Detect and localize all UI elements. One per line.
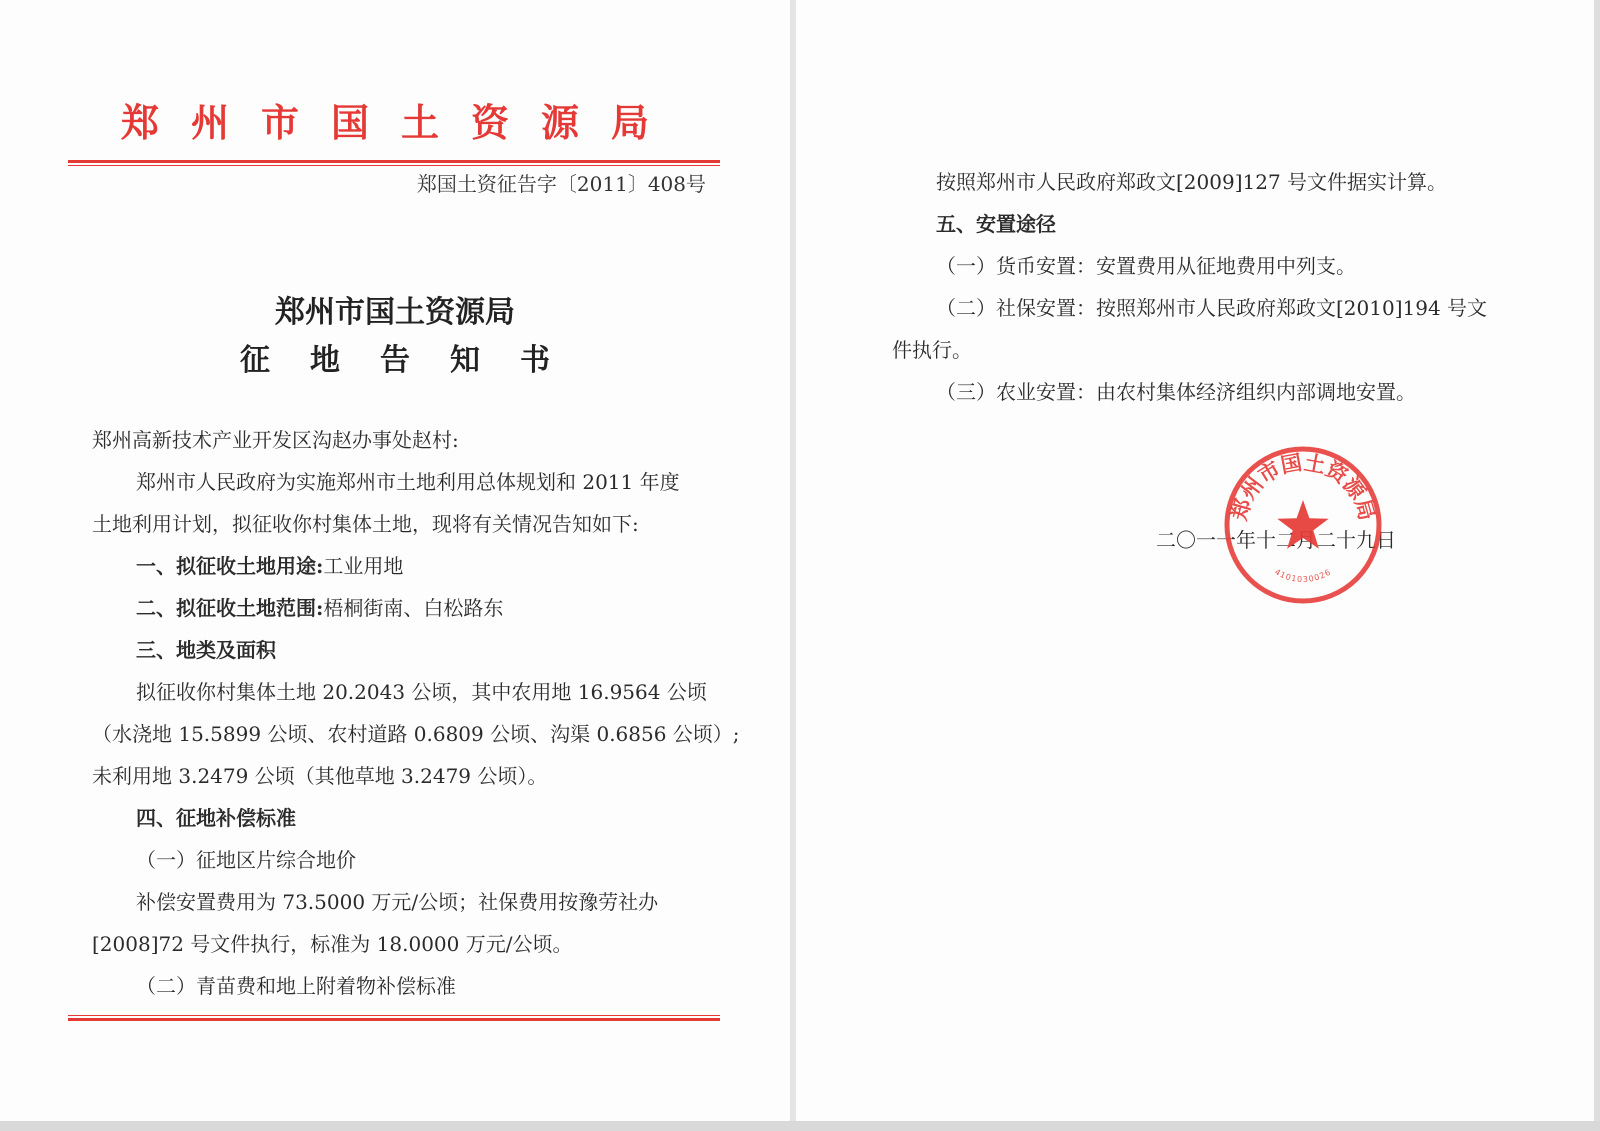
red-rule-top-1	[68, 160, 720, 163]
red-rule-bottom-1	[68, 1015, 720, 1016]
comp-line1: 补偿安置费用为 73.5000 万元/公顷；社保费用按豫劳社办	[136, 890, 659, 914]
seal-text: 郑州市国土资源局	[1226, 449, 1380, 523]
right-sub1: （一）货币安置：安置费用从征地费用中列支。	[936, 254, 1356, 278]
issue-date: 二〇一一年十二月二十九日	[1156, 528, 1396, 552]
right-sub3: （三）农业安置：由农村集体经济组织内部调地安置。	[936, 380, 1416, 404]
org-header: 郑州市国土资源局	[120, 100, 681, 145]
seal-icon	[1222, 444, 1384, 606]
document-number: 郑国土资征告字〔2011〕408号	[416, 172, 706, 196]
item2-label: 二、拟征收土地范围:	[136, 596, 324, 620]
area-line1: 拟征收你村集体土地 20.2043 公顷，其中农用地 16.9564 公顷	[136, 680, 707, 704]
right-sub2-line2: 件执行。	[892, 338, 972, 362]
right-edge-shade	[1594, 0, 1600, 1131]
official-seal-stamp	[1222, 444, 1384, 606]
title-line-2: 征地告知书	[240, 343, 590, 378]
left-page	[0, 0, 790, 1131]
right-line1: 按照郑州市人民政府郑政文[2009]127 号文件据实计算。	[936, 170, 1448, 194]
sub2-heading: （二）青苗费和地上附着物补偿标准	[136, 974, 456, 998]
item5-label: 五、安置途径	[936, 212, 1056, 236]
para1-line1: 郑州市人民政府为实施郑州市土地利用总体规划和 2011 年度	[136, 470, 680, 494]
svg-text:4101030026	[1273, 567, 1333, 584]
seal-code: 4101030026	[1273, 567, 1333, 585]
right-page	[796, 0, 1600, 1131]
item2	[136, 592, 503, 621]
title-line-1: 郑州市国土资源局	[275, 295, 515, 330]
area-line2: （水浇地 15.5899 公顷、农村道路 0.6809 公顷、沟渠 0.6856 公顷）;	[92, 722, 740, 746]
bottom-edge-shade	[0, 1121, 1600, 1131]
item1-label: 一、拟征收土地用途:	[136, 554, 324, 578]
red-rule-top-2	[68, 165, 720, 166]
area-line3: 未利用地 3.2479 公顷（其他草地 3.2479 公顷）。	[92, 764, 548, 788]
right-sub2-line1: （二）社保安置：按照郑州市人民政府郑政文[2010]194 号文	[936, 296, 1488, 320]
item1-value: 工业用地	[323, 554, 404, 578]
salutation: 郑州高新技术产业开发区沟赵办事处赵村:	[92, 428, 459, 452]
comp-line2: [2008]72 号文件执行，标准为 18.0000 万元/公顷。	[92, 932, 573, 956]
seal-star-icon	[1277, 500, 1328, 549]
item2-value: 梧桐街南、白松路东	[323, 596, 504, 620]
red-rule-bottom-2	[68, 1018, 720, 1021]
para1-line2: 土地利用计划，拟征收你村集体土地，现将有关情况告知如下:	[92, 512, 639, 536]
sub1-heading: （一）征地区片综合地价	[136, 848, 356, 872]
item1	[136, 550, 403, 579]
item3-label: 三、地类及面积	[136, 638, 276, 662]
item4-label: 四、征地补偿标准	[136, 806, 296, 830]
